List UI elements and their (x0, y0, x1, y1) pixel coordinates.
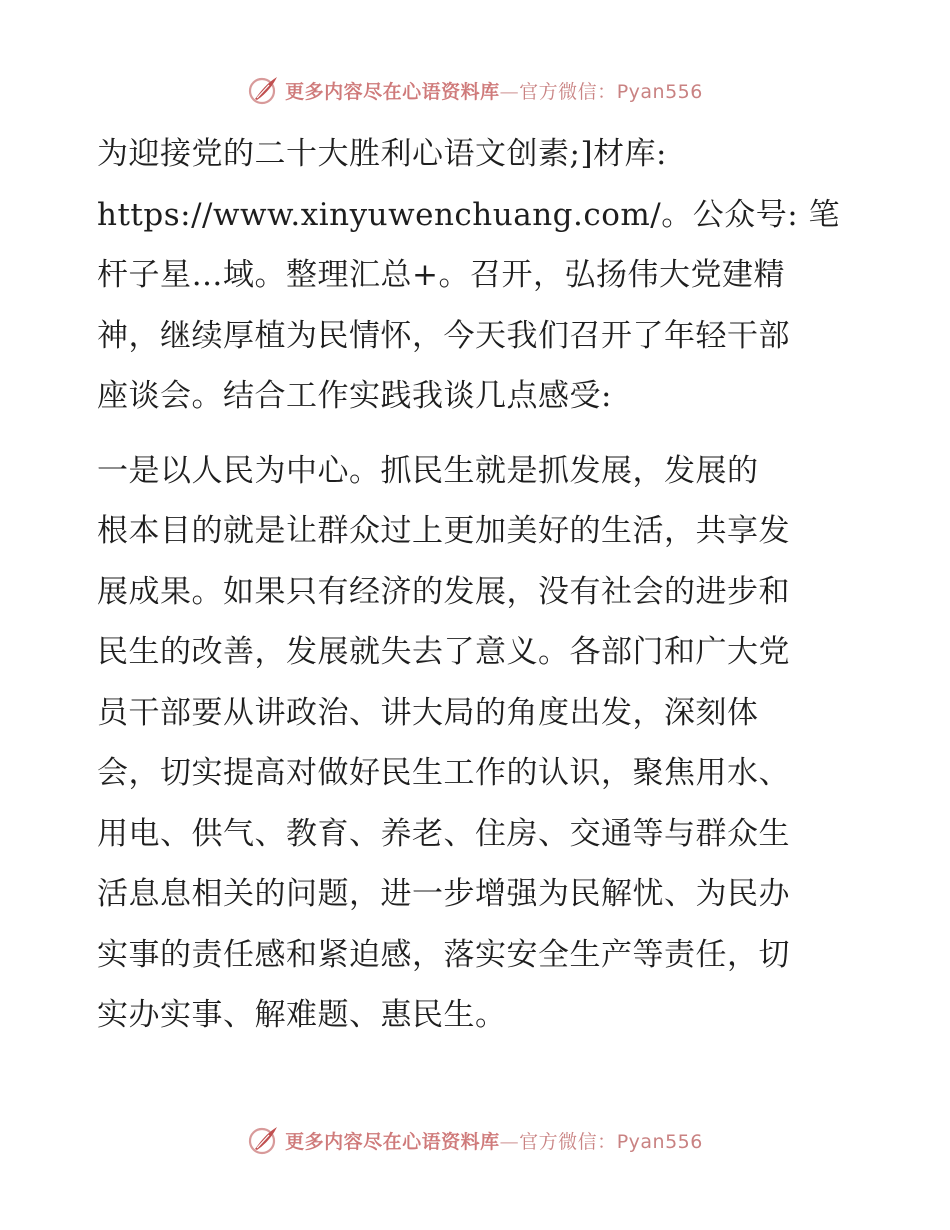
watermark-dash: — (499, 80, 520, 103)
watermark-official: 官方微信： (519, 1130, 617, 1153)
watermark-dash: — (499, 1130, 520, 1153)
header-watermark (0, 70, 950, 110)
body-paragraph-1: 为迎接党的二十大胜利心语文创素;]材库: https://www.xinyuwenchuang.com/。公众号: 笔 杆子星…域。整理汇总+。召开，弘扬伟大党建精 神，继续厚植为民情怀，今天我们召开了年轻干部 座谈会。结合工作实践我谈几点感受: (97, 136, 841, 414)
watermark-text (285, 77, 703, 104)
watermark-lead: 更多内容尽在心语资料库 (285, 1130, 500, 1153)
watermark-lead: 更多内容尽在心语资料库 (285, 80, 500, 103)
quill-circle-icon (247, 73, 281, 107)
footer-watermark (0, 1120, 950, 1160)
watermark-text (285, 1127, 703, 1154)
watermark-wechat-id: Pyan556 (616, 80, 703, 103)
quill-circle-icon (247, 1123, 281, 1157)
body-paragraph-2: 一是以人民为中心。抓民生就是抓发展，发展的 根本目的就是让群众过上更加美好的生活，共享发 展成果。如果只有经济的发展，没有社会的进步和 民生的改善，发展就失去了意义。各部门和广大党 员干部要从讲政治、讲大局的角度出发，深刻体 会，切实提高对做好民生工作的认识，聚焦用水、 用电、供气、教育、养老、住房、交通等与群众生 活息息相关的问题，进一步增强为民解忧、为民办 实事的责任感和紧迫感，落实安全生产等责任，切 实办实事、解难题、惠民生。 (97, 452, 790, 1033)
watermark-official: 官方微信： (519, 80, 617, 103)
document-body (97, 124, 857, 1046)
watermark-wechat-id: Pyan556 (616, 1130, 703, 1153)
